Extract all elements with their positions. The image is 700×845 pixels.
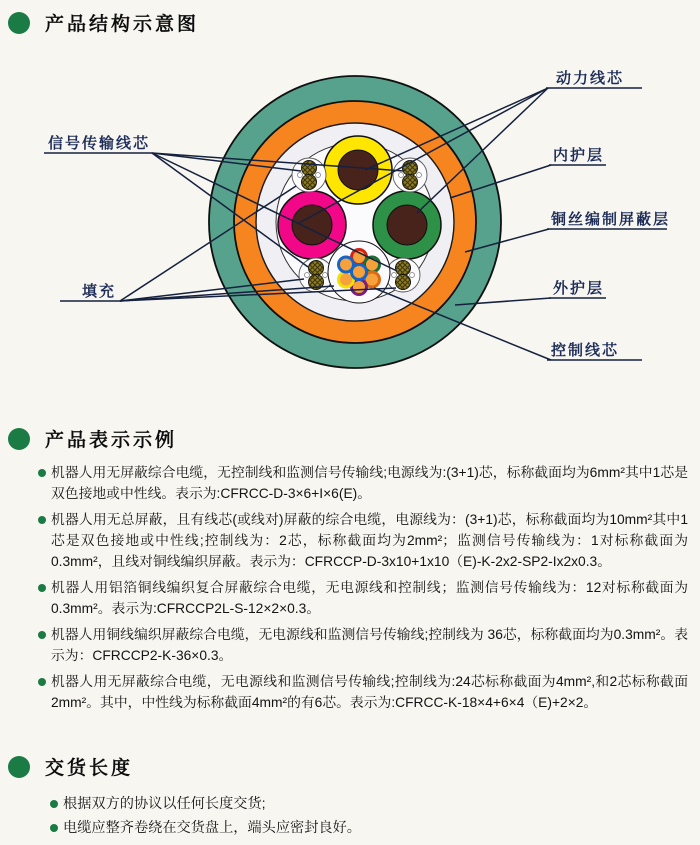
example-text: 机器人用无屏蔽综合电缆，无控制线和监测信号传输线;电源线为:(3+1)芯，标称截面均为6mm²其中1芯是双色接地或中性线。表示为:CFRCC-D-3×6+I×6(E)。 [51, 465, 688, 501]
label-control-cores: 控制线芯 [551, 342, 620, 359]
example-text: 机器人用铝箔铜线编织复合屏蔽综合电缆，无电源线和控制线；监测信号传输线为：12对标称截面为0.3mm²。表示为:CFRCCP2L-S-12×2×0.3。 [51, 580, 688, 616]
label-outer-sheath: 外护层 [553, 280, 605, 297]
section-examples-header [8, 425, 177, 452]
list-item [38, 509, 688, 572]
label-filling: 填充 [82, 283, 117, 300]
power-core-magenta [278, 191, 346, 259]
delivery-list [50, 793, 680, 841]
example-text: 机器人用无屏蔽综合电缆，无电源线和监测信号传输线;控制线为:24芯标称截面为4mm²,和2芯标称截面2mm²。其中，中性线为标称截面4mm²的有6芯。表示为:CFRCC-K-18×4+6×4（E)+2×2。 [51, 674, 688, 710]
section-delivery-header [8, 753, 133, 780]
list-item [38, 577, 688, 619]
delivery-text: 电缆应整齐卷绕在交货盘上，端头应密封良好。 [63, 820, 361, 836]
list-item [50, 817, 680, 839]
item-bullet-icon [50, 824, 58, 832]
item-bullet-icon [38, 678, 46, 686]
section-bullet-icon [8, 756, 30, 778]
item-bullet-icon [38, 631, 46, 639]
list-item [38, 671, 688, 713]
power-core-green [373, 191, 441, 259]
cable-cross-section-diagram [0, 0, 700, 420]
item-bullet-icon [50, 800, 58, 808]
label-inner-sheath: 内护层 [553, 147, 605, 164]
section-structure-title: 产品结构示意图 [45, 14, 200, 35]
item-bullet-icon [38, 516, 46, 524]
list-item [38, 462, 688, 504]
section-delivery-title: 交货长度 [45, 758, 134, 779]
section-bullet-icon [8, 428, 30, 450]
example-text: 机器人用无总屏蔽，且有线芯(或线对)屏蔽的综合电缆，电源线为：(3+1)芯，标称截面均为10mm²其中1芯是双色接地或中性线;控制线为：2芯，标称截面均为2mm²；监测信号传输线为：1对标称截面为0.3mm²，且线对铜线编织屏蔽。表示为：CFRCCP-D-3x10+1x10（E)-K-2x2-SP2-Ix2x0.3。 [51, 512, 688, 569]
list-item [38, 624, 688, 666]
item-bullet-icon [38, 584, 46, 592]
label-signal-cores: 信号传输线芯 [48, 135, 151, 152]
item-bullet-icon [38, 469, 46, 477]
section-examples-title: 产品表示示例 [45, 430, 178, 451]
control-core-cluster [328, 241, 390, 303]
examples-list [38, 462, 688, 718]
example-text: 机器人用铜线编织屏蔽综合电缆，无电源线和监测信号传输线;控制线为 36芯，标称截面均为0.3mm²。表示为：CFRCCP2-K-36×0.3。 [51, 627, 688, 663]
label-copper-braid-shield: 铜丝编制屏蔽层 [551, 211, 671, 228]
signal-pair-cluster [386, 258, 420, 292]
label-power-cores: 动力线芯 [556, 70, 625, 87]
list-item [50, 793, 680, 815]
delivery-text: 根据双方的协议以任何长度交货; [63, 796, 266, 812]
